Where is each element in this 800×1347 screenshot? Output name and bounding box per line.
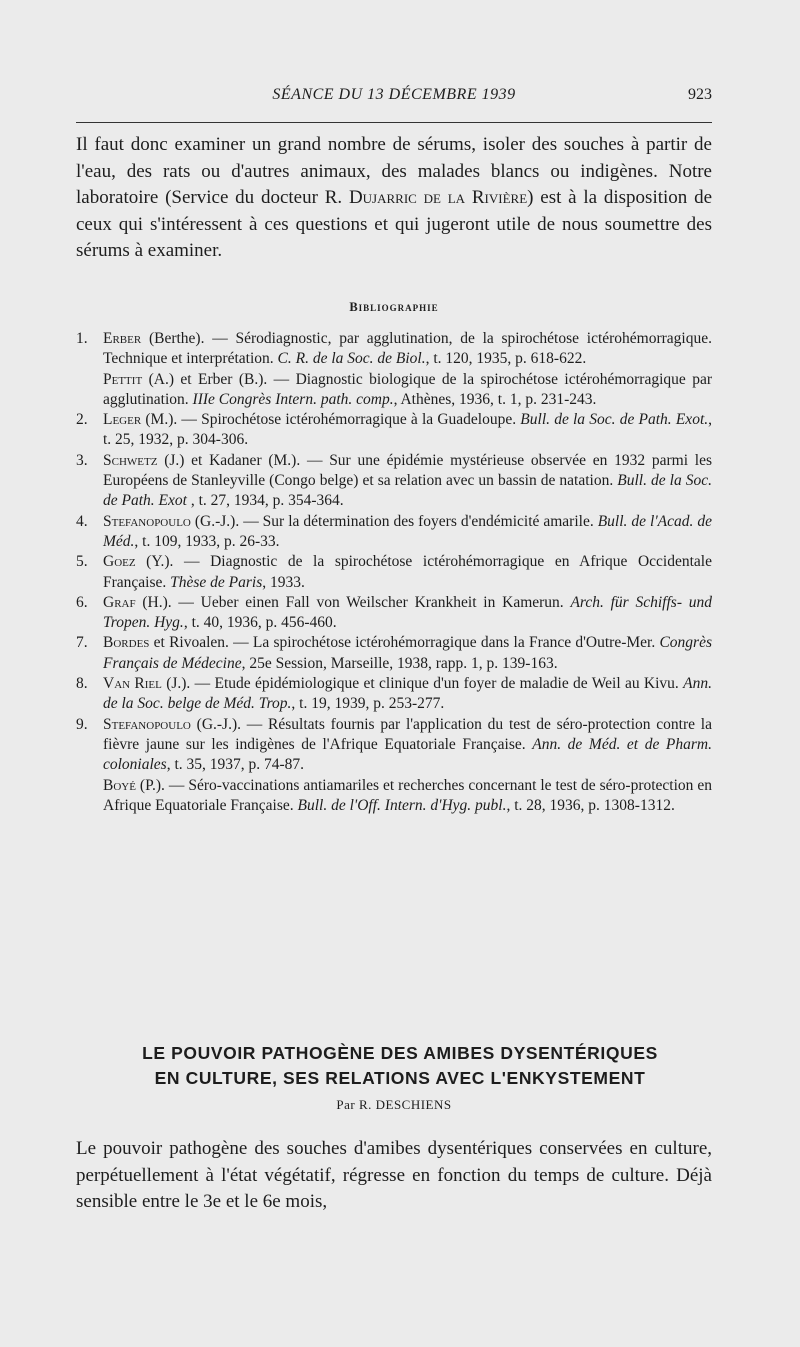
- entry-author: Pettit: [103, 370, 143, 388]
- entry-text: (J.). — Etude épidémiologique et clinique d'un foyer de maladie de Weil au Kivu.: [161, 675, 684, 693]
- entry-source: Ann. de Méd. et de Pharm. coloniales: [103, 735, 712, 774]
- entry-number: 2.: [76, 411, 88, 429]
- entry-source: Thèse de Paris: [170, 573, 263, 591]
- article-byline: Par R. DESCHIENS: [336, 1097, 452, 1112]
- entry-ref: , t. 28, 1936, p. 1308-1312.: [506, 796, 675, 814]
- bibliography-heading: Bibliographie: [349, 300, 439, 314]
- intro-paragraph: [76, 132, 712, 265]
- entry-author: Van Riel: [103, 675, 162, 693]
- bibliography-list: [76, 329, 712, 816]
- entry-author: Boyé: [103, 776, 136, 794]
- bibliography-entry: [76, 370, 712, 411]
- bibliography-entry: [76, 329, 712, 370]
- bibliography-entry: [76, 512, 712, 553]
- bibliography-entry: [76, 451, 712, 512]
- entry-number: 7.: [76, 634, 88, 652]
- entry-text: (P.). — Séro-vaccinations antiamariles et recherches concernant le test de séro-protection en Afrique Equatoriale Française.: [103, 776, 712, 814]
- intro-text-part1: Il faut donc examiner un grand nombre de sérums, isoler des souches à partir de l'eau, des rats ou d'autres animaux, des malades blancs ou indigènes. Notre laboratoire (Service du docteur R.: [76, 134, 712, 208]
- page-number: 923: [688, 86, 712, 103]
- entry-text: (G.-J.). — Sur la détermination des foyers d'endémicité amarile.: [190, 512, 598, 530]
- entry-text: et Rivoalen. — La spirochétose ictérohémorragique dans la France d'Outre-Mer.: [149, 634, 660, 652]
- entry-text: (H.). — Ueber einen Fall von Weilscher Krankheit in Kamerun.: [135, 593, 571, 611]
- running-head: SÉANCE DU 13 DÉCEMBRE 1939: [272, 86, 516, 103]
- entry-source: Bull. de la Soc. de Path. Exot: [103, 472, 712, 510]
- entry-ref: , t. 40, 1936, p. 456-460.: [183, 614, 337, 632]
- intro-text-part2: ) est à la disposition de ceux qui s'intéressent à ces questions et qui jugeront utile de nous soumettre des sérums à examiner.: [76, 187, 712, 261]
- entry-text: (Berthe). — Sérodiagnostic, par agglutination, de la spirochétose ictérohémorragique. Technique et interprétation.: [103, 330, 712, 368]
- entry-source: Ann. de la Soc. belge de Méd. Trop.: [103, 675, 712, 713]
- entry-number: 3.: [76, 451, 88, 469]
- entry-author: Stefanopoulo: [103, 715, 191, 733]
- entry-ref: , 25e Session, Marseille, 1938, rapp. 1, p. 139-163.: [241, 654, 558, 672]
- entry-author: Erber: [103, 330, 142, 347]
- entry-author: Bordes: [103, 634, 150, 652]
- entry-number: 5.: [76, 553, 88, 571]
- bibliography-entry: [76, 715, 712, 776]
- entry-text: (G.-J.). — Résultats fournis par l'application du test de séro-protection contre la fièvre jaune sur les indigènes de l'Afrique Equatoriale Française.: [103, 715, 712, 753]
- entry-text: (A.) et Erber (B.). — Diagnostic biologique de la spirochétose ictérohémorragique par agglutination.: [103, 370, 712, 408]
- intro-author: Dujarric de la Rivière: [348, 187, 528, 208]
- article-title-line2: EN CULTURE, SES RELATIONS AVEC L'ENKYSTEMENT: [154, 1068, 646, 1088]
- entry-author: Stefanopoulo: [103, 512, 191, 530]
- article-body: Le pouvoir pathogène des souches d'amibes dysentériques conservées en culture, perpétuellement à l'état végétatif, régresse en fonction du temps de culture. Déjà sensible entre le 3e et le 6e mois,: [76, 1138, 712, 1212]
- entry-ref: , t. 35, 1937, p. 74-87.: [166, 756, 305, 774]
- entry-source: Congrès Français de Médecine: [103, 634, 712, 672]
- entry-text: (J.) et Kadaner (M.). — Sur une épidémie mystérieuse observée en 1932 parmi les Européens de Stanleyville (Congo belge) et sa relation avec un bassin de natation.: [103, 451, 712, 490]
- entry-number: 4.: [76, 512, 88, 530]
- entry-ref: , t. 27, 1934, p. 354-364.: [186, 492, 344, 510]
- bibliography-entry: [76, 552, 712, 593]
- entry-number: 1.: [76, 330, 88, 347]
- entry-ref: , t. 19, 1939, p. 253-277.: [291, 695, 445, 713]
- bibliography-entry: [76, 674, 712, 715]
- entry-author: Goez: [103, 553, 136, 571]
- entry-number: 8.: [76, 675, 88, 693]
- bibliography-entry: [76, 633, 712, 674]
- entry-text: (Y.). — Diagnostic de la spirochétose ictérohémorragique en Afrique Occidentale Française.: [103, 553, 712, 591]
- entry-source: C. R. de la Soc. de Biol.: [277, 350, 426, 368]
- entry-ref: , t. 109, 1933, p. 26-33.: [134, 532, 280, 550]
- bibliography-entry: [76, 410, 712, 451]
- entry-text: (M.). — Spirochétose ictérohémorragique à la Guadeloupe.: [141, 411, 521, 429]
- entry-source: Bull. de l'Off. Intern. d'Hyg. publ.: [297, 796, 507, 814]
- entry-author: Leger: [103, 411, 142, 429]
- entry-number: 9.: [76, 715, 88, 733]
- article-title: [60, 1041, 740, 1091]
- entry-ref: , t. 120, 1935, p. 618-622.: [425, 350, 587, 368]
- entry-source: Bull. de la Soc. de Path. Exot.: [520, 411, 709, 429]
- entry-source: Arch. für Schiffs- und Tropen. Hyg.: [103, 593, 712, 632]
- entry-author: Graf: [103, 593, 136, 611]
- entry-ref: , Athènes, 1936, t. 1, p. 231-243.: [393, 390, 597, 408]
- bibliography-entry: [76, 776, 712, 817]
- article-title-line1: LE POUVOIR PATHOGÈNE DES AMIBES DYSENTÉRIQUES: [142, 1043, 658, 1063]
- bibliography-entry: [76, 593, 712, 634]
- page-header: [76, 86, 712, 116]
- entry-number: 6.: [76, 593, 88, 611]
- entry-ref: , t. 25, 1932, p. 304-306.: [103, 411, 712, 449]
- entry-source: Bull. de l'Acad. de Méd.: [103, 512, 713, 550]
- header-rule: [76, 122, 712, 123]
- entry-source: IIIe Congrès Intern. path. comp.: [192, 390, 394, 408]
- entry-ref: , 1933.: [262, 573, 305, 591]
- entry-author: Schwetz: [103, 451, 158, 469]
